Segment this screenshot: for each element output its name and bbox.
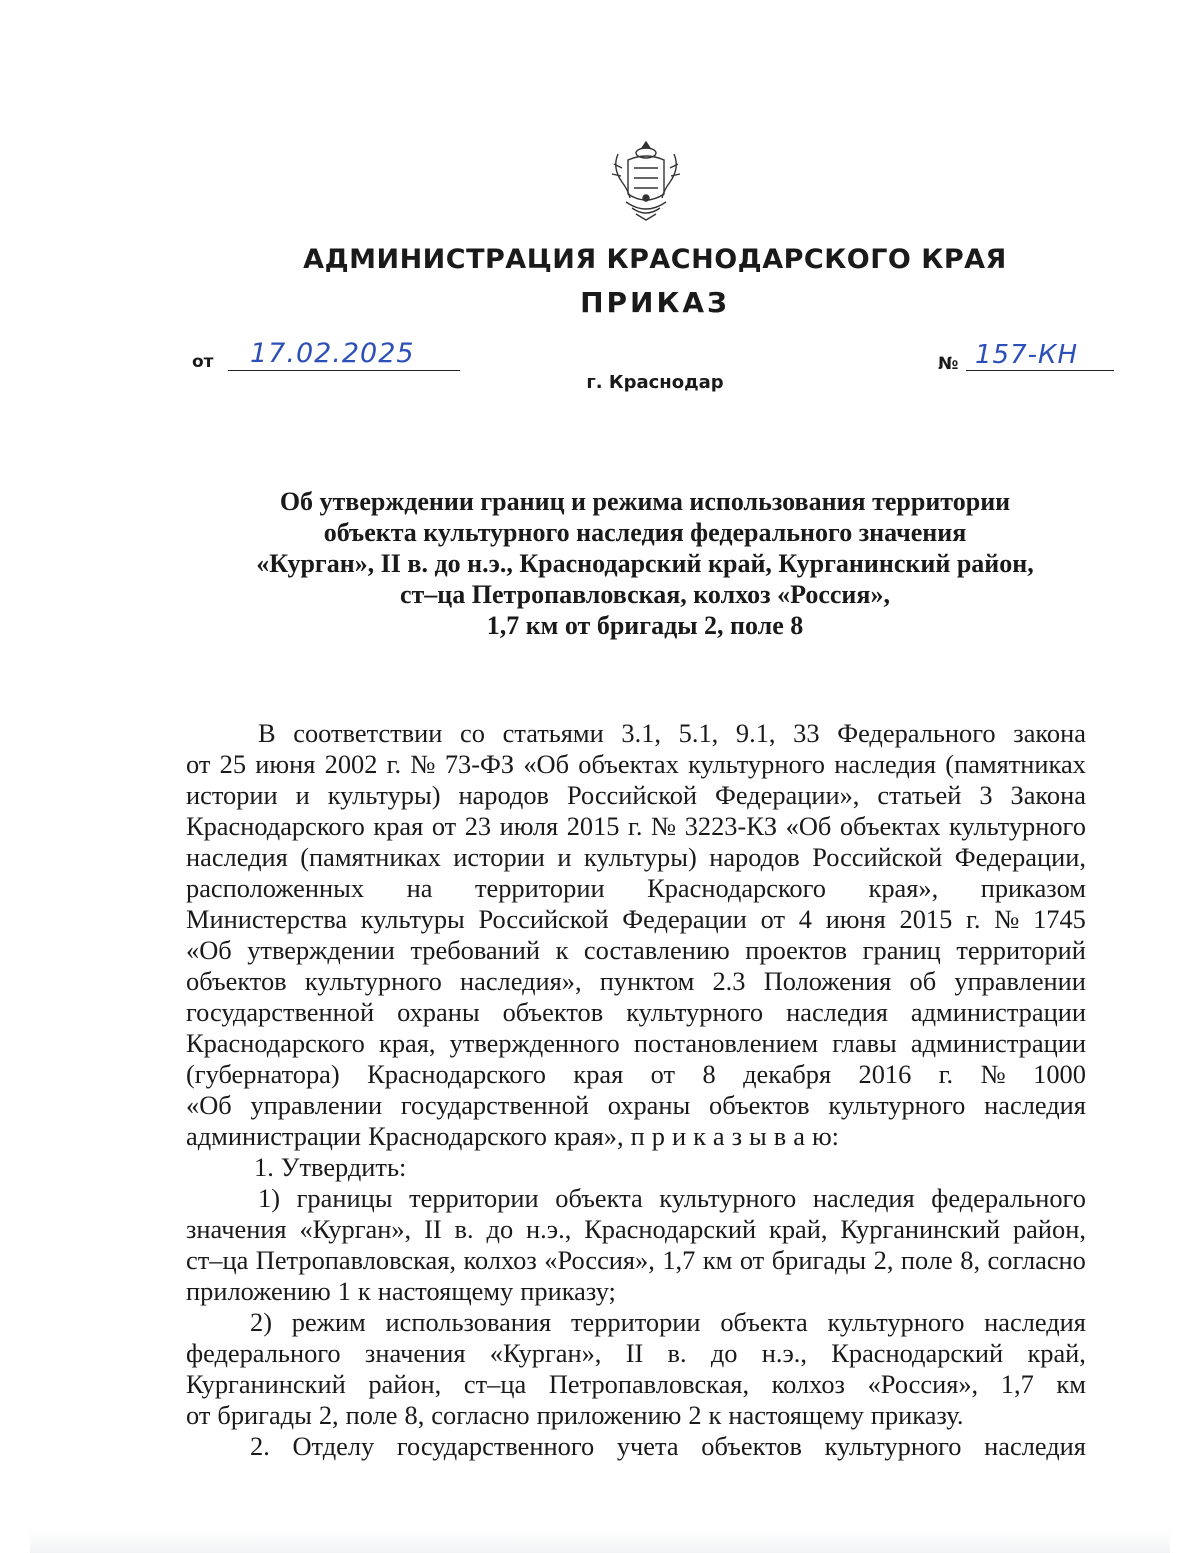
city: г. Краснодар	[586, 372, 724, 393]
krasnodar-krai-coat-of-arms-icon	[606, 140, 686, 222]
body-line: В соответствии со статьями 3.1, 5.1, 9.1, 33 Федерального закона	[258, 718, 1086, 748]
date-underline	[228, 370, 460, 371]
body-line: 1) границы территории объекта культурного наследия федерального	[258, 1183, 1086, 1213]
body-line: значения «Курган», II в. до н.э., Краснодарский край, Курганинский район,	[186, 1214, 1086, 1244]
body-line: 1. Утвердить:	[254, 1152, 407, 1182]
handwritten-date: 17.02.2025	[250, 338, 415, 369]
body-line: Краснодарского края, утвержденного постановлением главы администрации	[186, 1028, 1086, 1058]
scan-edge	[30, 1530, 1170, 1553]
document-title	[180, 486, 1110, 641]
body-line: «Об управлении государственной охраны объектов культурного наследия	[186, 1090, 1086, 1120]
title-line: Об утверждении границ и режима использования территории	[279, 487, 1011, 516]
body-line: от бригады 2, поле 8, согласно приложению 2 к настоящему приказу.	[186, 1400, 964, 1430]
body-line: 2. Отделу государственного учета объектов культурного наследия	[250, 1431, 1086, 1461]
number-underline	[966, 370, 1114, 371]
body-line: истории и культуры) народов Российской Федерации», статьей 3 Закона	[186, 780, 1086, 810]
document-type: ПРИКАЗ	[580, 286, 730, 319]
date-label: от	[192, 352, 214, 372]
body-line: «Об утверждении требований к составлению проектов границ территорий	[186, 935, 1086, 965]
body-line: объектов культурного наследия», пунктом 2.3 Положения об управлении	[186, 966, 1086, 996]
body-line: государственной охраны объектов культурного наследия администрации	[186, 997, 1086, 1027]
title-line: объекта культурного наследия федерального значения	[323, 518, 967, 547]
organization-name: АДМИНИСТРАЦИЯ КРАСНОДАРСКОГО КРАЯ	[303, 244, 1007, 275]
body-line: 2) режим использования территории объекта культурного наследия	[250, 1307, 1086, 1337]
body-line: наследия (памятниках истории и культуры) народов Российской Федерации,	[186, 842, 1086, 872]
body-line: Краснодарского края от 23 июля 2015 г. № 3223-КЗ «Об объектах культурного	[186, 811, 1086, 841]
body-line: федерального значения «Курган», II в. до н.э., Краснодарский край,	[186, 1338, 1086, 1368]
title-line: 1,7 км от бригады 2, поле 8	[486, 611, 804, 640]
title-line: «Курган», II в. до н.э., Краснодарский край, Курганинский район,	[256, 549, 1034, 578]
body-line: Министерства культуры Российской Федерации от 4 июня 2015 г. № 1745	[186, 904, 1086, 934]
title-line: ст–ца Петропавловская, колхоз «Россия»,	[400, 580, 890, 609]
body-line: ст–ца Петропавловская, колхоз «Россия», 1,7 км от бригады 2, поле 8, согласно	[186, 1245, 1086, 1275]
number-label: №	[938, 354, 959, 374]
body-line: от 25 июня 2002 г. № 73-ФЗ «Об объектах культурного наследия (памятниках	[186, 749, 1086, 779]
document-body	[186, 718, 1086, 1462]
body-line: администрации Краснодарского края», п р и к а з ы в а ю:	[186, 1121, 840, 1151]
body-line: расположенных на территории Краснодарского края», приказом	[186, 873, 1086, 903]
body-line: (губернатора) Краснодарского края от 8 декабря 2016 г. № 1000	[186, 1059, 1086, 1089]
body-line: приложению 1 к настоящему приказу;	[186, 1276, 616, 1306]
body-line: Курганинский район, ст–ца Петропавловская, колхоз «Россия», 1,7 км	[186, 1369, 1086, 1399]
handwritten-number: 157-КН	[975, 340, 1079, 370]
